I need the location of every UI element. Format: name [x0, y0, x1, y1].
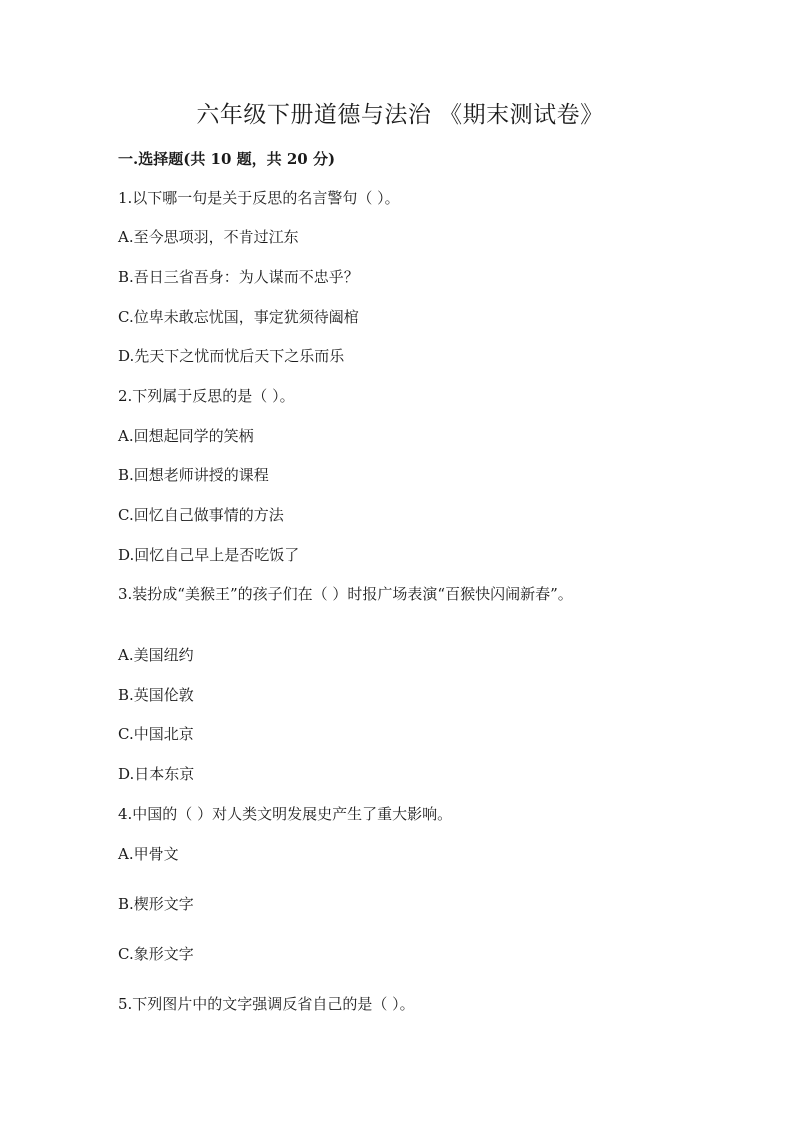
question-3-option-a[interactable]: A.美国纽约	[118, 646, 194, 664]
question-2-option-c[interactable]: C.回忆自己做事情的方法	[118, 506, 284, 524]
question-3-option-c[interactable]: C.中国北京	[118, 725, 194, 743]
page-title: 六年级下册道德与法治 《期末测试卷》	[196, 102, 604, 128]
question-5-stem: 5.下列图片中的文字强调反省自己的是（ ）。	[118, 995, 415, 1013]
question-4-stem: 4.中国的（ ）对人类文明发展史产生了重大影响。	[118, 805, 453, 823]
question-1-option-d[interactable]: D.先天下之忧而忧后天下之乐而乐	[118, 347, 345, 365]
question-3-stem: 3.装扮成“美猴王”的孩子们在（ ）时报广场表演“百猴快闪闹新春”。	[118, 585, 573, 603]
question-3-option-d[interactable]: D.日本东京	[118, 765, 195, 783]
question-4-option-b[interactable]: B.楔形文字	[118, 895, 194, 913]
question-3-option-b[interactable]: B.英国伦敦	[118, 686, 194, 704]
section-heading: 一.选择题(共 10 题，共 20 分)	[118, 150, 336, 168]
question-1-option-b[interactable]: B.吾日三省吾身：为人谋而不忠乎？	[118, 268, 359, 286]
question-4-option-c[interactable]: C.象形文字	[118, 945, 194, 963]
question-1-option-c[interactable]: C.位卑未敢忘忧国，事定犹须待阖棺	[118, 308, 359, 326]
question-2-option-d[interactable]: D.回忆自己早上是否吃饭了	[118, 546, 300, 564]
question-2-stem: 2.下列属于反思的是（ ）。	[118, 387, 295, 405]
question-2-option-b[interactable]: B.回想老师讲授的课程	[118, 466, 269, 484]
question-1-stem: 1.以下哪一句是关于反思的名言警句（ ）。	[118, 189, 400, 207]
question-4-option-a[interactable]: A.甲骨文	[118, 845, 179, 863]
question-1-option-a[interactable]: A.至今思项羽，不肯过江东	[118, 228, 299, 246]
question-2-option-a[interactable]: A.回想起同学的笑柄	[118, 427, 254, 445]
